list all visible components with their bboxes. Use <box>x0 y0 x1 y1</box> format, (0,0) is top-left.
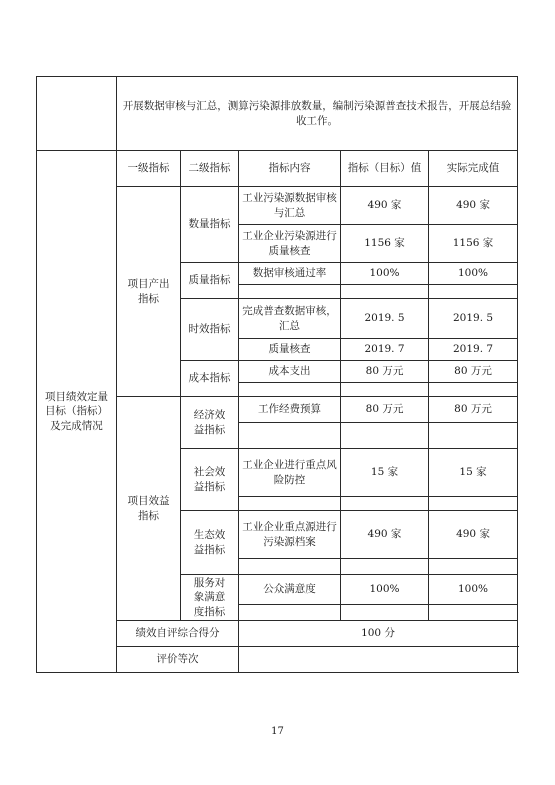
score-label: 绩效自评综合得分 <box>117 621 239 647</box>
indicator-target: 15 家 <box>341 449 429 497</box>
header-actual: 实际完成值 <box>429 151 518 187</box>
indicator-content: 公众满意度 <box>239 575 341 605</box>
indicator-actual: 2019. 7 <box>429 339 518 361</box>
score-value: 100 分 <box>239 621 518 647</box>
summary-label-cell <box>37 77 117 151</box>
indicator-actual: 80 万元 <box>429 361 518 383</box>
indicator-content: 工业企业进行重点风险防控 <box>239 449 341 497</box>
indicator-actual: 100% <box>429 575 518 605</box>
indicator-actual: 490 家 <box>429 187 518 225</box>
indicator-target: 1156 家 <box>341 225 429 263</box>
benefit-label: 项目效益指标 <box>117 397 181 621</box>
indicator-target: 80 万元 <box>341 361 429 383</box>
header-level2: 二级指标 <box>181 151 239 187</box>
indicator-content: 质量核查 <box>239 339 341 361</box>
timeliness-label: 时效指标 <box>181 299 239 361</box>
quality-label: 质量指标 <box>181 263 239 299</box>
indicator-actual: 1156 家 <box>429 225 518 263</box>
indicator-target: 490 家 <box>341 187 429 225</box>
social-label: 社会效益指标 <box>181 449 239 511</box>
indicator-content: 数据审核通过率 <box>239 263 341 285</box>
indicator-content: 完成普查数据审核，汇总 <box>239 299 341 339</box>
indicator-target: 2019. 5 <box>341 299 429 339</box>
section-label: 项目绩效定量目标（指标）及完成情况 <box>37 151 117 673</box>
indicator-target: 100% <box>341 575 429 605</box>
cost-label: 成本指标 <box>181 361 239 397</box>
summary-text: 开展数据审核与汇总，测算污染源排放数量，编制污染源普查技术报告，开展总结验收工作。 <box>117 77 518 151</box>
grade-value <box>239 647 518 673</box>
output-label: 项目产出指标 <box>117 187 181 397</box>
header-target: 指标（目标）值 <box>341 151 429 187</box>
page-number: 17 <box>271 726 284 737</box>
summary-row <box>37 77 518 151</box>
quantity-label: 数量指标 <box>181 187 239 263</box>
indicator-content: 工业污染源数据审核与汇总 <box>239 187 341 225</box>
header-content: 指标内容 <box>239 151 341 187</box>
indicator-actual: 15 家 <box>429 449 518 497</box>
performance-table <box>36 76 518 673</box>
header-level1: 一级指标 <box>117 151 181 187</box>
satisfaction-label: 服务对象满意度指标 <box>181 575 239 621</box>
indicator-content: 工业企业重点源进行污染源档案 <box>239 511 341 559</box>
indicator-content: 工作经费预算 <box>239 397 341 423</box>
indicator-target: 490 家 <box>341 511 429 559</box>
indicator-actual: 100% <box>429 263 518 285</box>
indicator-actual: 490 家 <box>429 511 518 559</box>
indicator-content: 工业企业污染源进行质量核查 <box>239 225 341 263</box>
indicator-actual: 2019. 5 <box>429 299 518 339</box>
indicator-target: 100% <box>341 263 429 285</box>
grade-label: 评价等次 <box>117 647 239 673</box>
ecological-label: 生态效益指标 <box>181 511 239 575</box>
indicator-target: 80 万元 <box>341 397 429 423</box>
indicator-content: 成本支出 <box>239 361 341 383</box>
indicator-target: 2019. 7 <box>341 339 429 361</box>
indicator-actual: 80 万元 <box>429 397 518 423</box>
economic-label: 经济效益指标 <box>181 397 239 449</box>
header-row <box>37 151 518 187</box>
